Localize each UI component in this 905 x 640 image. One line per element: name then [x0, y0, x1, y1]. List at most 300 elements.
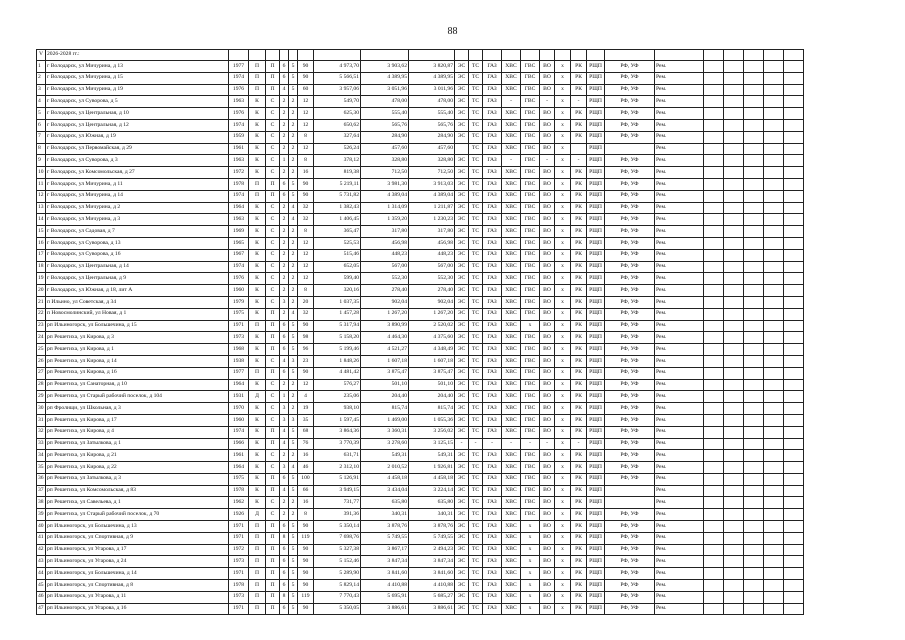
table-cell: Рем.	[655, 72, 704, 84]
table-cell: ГВС	[521, 237, 540, 249]
table-cell: РФ, УФ	[605, 84, 655, 96]
table-cell: 2	[280, 509, 289, 521]
table-cell: К	[249, 96, 266, 108]
table-cell: П	[266, 367, 280, 379]
table-cell: РК	[571, 544, 587, 556]
table-cell: ВО	[540, 119, 555, 131]
table-cell: 1 314,09	[361, 202, 409, 214]
table-cell: 391,36	[314, 509, 361, 521]
table-cell: 284,90	[361, 131, 409, 143]
table-row	[37, 131, 804, 143]
table-cell: 23	[298, 355, 314, 367]
table-cell: 2	[289, 155, 298, 167]
table-cell: РЩП	[587, 131, 605, 143]
table-cell: 90	[298, 72, 314, 84]
empty-cell	[744, 61, 764, 73]
table-cell: 4	[280, 426, 289, 438]
table-cell: РК	[571, 226, 587, 238]
table-cell: П	[266, 568, 280, 580]
table-cell: ЭС	[455, 119, 469, 131]
empty-cell	[744, 403, 764, 415]
table-cell: 1971	[229, 603, 249, 615]
table-cell: ХВС	[502, 426, 521, 438]
table-cell: ХВС	[502, 296, 521, 308]
empty-cell	[744, 355, 764, 367]
table-cell: РК	[571, 72, 587, 84]
table-cell: 8	[298, 226, 314, 238]
table-cell: Рем.	[655, 119, 704, 131]
table-cell: п Новосмолинский, ул Новая, д 1	[46, 308, 229, 320]
empty-cell	[724, 426, 744, 438]
table-cell: 2	[280, 214, 289, 226]
table-cell: 5	[289, 438, 298, 450]
table-cell: ГАЗ	[483, 332, 502, 344]
table-cell: РФ, УФ	[605, 249, 655, 261]
table-cell: ХВС	[502, 237, 521, 249]
empty-cell	[724, 580, 744, 592]
table-cell: Рем.	[655, 320, 704, 332]
table-cell: РЩП	[587, 568, 605, 580]
table-cell: 4	[280, 438, 289, 450]
empty-cell	[784, 473, 804, 485]
table-cell: ВО	[540, 261, 555, 273]
table-cell: 66	[298, 485, 314, 497]
table-cell: 12	[298, 108, 314, 120]
table-cell: 3 256,02	[409, 426, 455, 438]
table-cell: ЭС	[455, 273, 469, 285]
table-cell: ВО	[540, 190, 555, 202]
table-cell: ГАЗ	[483, 391, 502, 403]
table-cell: К	[249, 226, 266, 238]
table-row	[37, 414, 804, 426]
table-cell: 5	[289, 61, 298, 73]
table-cell: ВО	[540, 237, 555, 249]
table-cell: РЩП	[587, 190, 605, 202]
table-cell: 815,74	[361, 403, 409, 415]
table-cell: 2	[280, 131, 289, 143]
table-cell: РК	[571, 403, 587, 415]
table-cell: х	[555, 556, 571, 568]
table-cell: х	[555, 119, 571, 131]
table-cell: ЭС	[455, 84, 469, 96]
table-cell: 1 211,87	[409, 202, 455, 214]
table-cell: -	[540, 438, 555, 450]
empty-cell	[724, 155, 744, 167]
empty-cell	[784, 261, 804, 273]
table-cell: ВО	[540, 532, 555, 544]
empty-cell	[724, 450, 744, 462]
table-cell: Рем.	[655, 603, 704, 615]
table-cell: С	[266, 497, 280, 509]
table-cell: ЭС	[455, 509, 469, 521]
table-cell: 12	[298, 143, 314, 155]
table-cell: 2	[280, 249, 289, 261]
table-cell: ВО	[540, 426, 555, 438]
table-cell: ЭС	[455, 226, 469, 238]
table-cell: 8	[298, 131, 314, 143]
table-cell: ВО	[540, 379, 555, 391]
table-row	[37, 462, 804, 474]
table-cell: 96	[298, 344, 314, 356]
table-cell: рп Решетиха, ул Санаторная, д 10	[46, 379, 229, 391]
table-cell: ЭС	[455, 308, 469, 320]
table-cell: 38	[37, 497, 46, 509]
empty-cell	[724, 367, 744, 379]
table-cell: рп Ильиногорск, ул Угарова, д 17	[46, 544, 229, 556]
table-cell: ГАЗ	[483, 308, 502, 320]
table-cell: Рем.	[655, 403, 704, 415]
table-cell: РК	[571, 426, 587, 438]
table-cell: ГВС	[521, 296, 540, 308]
table-cell: -	[571, 438, 587, 450]
empty-cell	[744, 96, 764, 108]
table-cell: 5 152,46	[314, 556, 361, 568]
table-cell: Рем.	[655, 249, 704, 261]
empty-cell	[744, 509, 764, 521]
table-cell: х	[555, 190, 571, 202]
table-cell: П	[266, 72, 280, 84]
table-cell: 1968	[229, 344, 249, 356]
table-cell: 1960	[229, 414, 249, 426]
table-cell: 3 875,47	[409, 367, 455, 379]
table-cell: 6	[280, 72, 289, 84]
table-cell: РФ, УФ	[605, 226, 655, 238]
table-cell: 6	[37, 119, 46, 131]
table-cell: 3 820,87	[409, 61, 455, 73]
table-cell: рп Решетиха, ул Кирова, д 3	[46, 332, 229, 344]
table-cell: ТС	[469, 556, 483, 568]
table-cell: РЩП	[587, 261, 605, 273]
table-cell: ВО	[540, 296, 555, 308]
table-cell: 2	[280, 308, 289, 320]
table-cell: РФ, УФ	[605, 237, 655, 249]
table-cell: ХВС	[502, 509, 521, 521]
table-cell: 317,80	[409, 226, 455, 238]
empty-cell	[784, 108, 804, 120]
table-cell: 16	[37, 237, 46, 249]
table-cell: г Володарск, ул Мичурина, д 19	[46, 84, 229, 96]
table-cell: РЩП	[587, 308, 605, 320]
table-cell: 12	[37, 190, 46, 202]
table-cell: х	[555, 580, 571, 592]
empty-cell	[724, 438, 744, 450]
table-cell: 4	[289, 308, 298, 320]
table-cell: РК	[571, 249, 587, 261]
empty-cell	[704, 544, 724, 556]
table-cell: РК	[571, 580, 587, 592]
empty-cell	[784, 131, 804, 143]
table-cell: -	[521, 438, 540, 450]
table-cell: ГАЗ	[483, 273, 502, 285]
table-cell: 819,38	[314, 167, 361, 179]
empty-cell	[724, 296, 744, 308]
table-cell: 712,50	[409, 167, 455, 179]
table-cell: К	[249, 485, 266, 497]
empty-cell	[724, 202, 744, 214]
table-cell: 7	[37, 131, 46, 143]
table-cell: Рем.	[655, 96, 704, 108]
table-row	[37, 96, 804, 108]
table-cell: 12	[298, 96, 314, 108]
table-cell: 90	[298, 556, 314, 568]
empty-cell	[784, 532, 804, 544]
table-cell: ГАЗ	[483, 202, 502, 214]
table-cell: 549,31	[409, 450, 455, 462]
empty-cell	[764, 332, 784, 344]
table-cell: х	[555, 426, 571, 438]
table-cell: ВО	[540, 285, 555, 297]
table-cell: РЩП	[587, 273, 605, 285]
table-cell: С	[266, 108, 280, 120]
table-cell: 5	[289, 473, 298, 485]
table-cell: 652,05	[314, 261, 361, 273]
table-cell: ЭС	[455, 344, 469, 356]
table-cell: ГАЗ	[483, 296, 502, 308]
table-cell: ГВС	[521, 332, 540, 344]
empty-cell	[784, 556, 804, 568]
table-cell: 1931	[229, 391, 249, 403]
empty-cell	[744, 131, 764, 143]
table-cell: К	[249, 473, 266, 485]
table-cell: К	[249, 214, 266, 226]
empty-cell	[764, 521, 784, 533]
table-cell: С	[266, 273, 280, 285]
empty-cell	[744, 426, 764, 438]
table-cell: Рем.	[655, 450, 704, 462]
table-cell: -	[483, 438, 502, 450]
table-cell: 2	[280, 202, 289, 214]
table-cell: РК	[571, 167, 587, 179]
empty-cell	[764, 72, 784, 84]
table-cell: РК	[571, 497, 587, 509]
table-cell: 902,04	[361, 296, 409, 308]
table-cell: х	[555, 72, 571, 84]
table-cell: рп Решетиха, ул Кирова, д 21	[46, 450, 229, 462]
table-cell: ЭС	[455, 473, 469, 485]
empty-cell	[704, 226, 724, 238]
table-cell: Рем.	[655, 462, 704, 474]
table-cell: Рем.	[655, 285, 704, 297]
table-cell: 5	[289, 332, 298, 344]
table-cell: РК	[571, 190, 587, 202]
empty-cell	[704, 568, 724, 580]
table-cell: Рем.	[655, 261, 704, 273]
empty-cell	[704, 532, 724, 544]
table-cell: РФ, УФ	[605, 155, 655, 167]
empty-cell	[744, 544, 764, 556]
table-cell: ГВС	[521, 485, 540, 497]
empty-cell	[724, 509, 744, 521]
table-cell: 3 434,04	[361, 485, 409, 497]
empty-cell	[724, 473, 744, 485]
table-cell: х	[555, 273, 571, 285]
table-cell: ЭС	[455, 167, 469, 179]
table-cell: П	[266, 190, 280, 202]
table-cell: ГАЗ	[483, 190, 502, 202]
table-cell: 1969	[229, 226, 249, 238]
table-cell: 8	[298, 285, 314, 297]
table-cell: ВО	[540, 249, 555, 261]
table-cell: К	[249, 379, 266, 391]
table-cell: РК	[571, 532, 587, 544]
empty-cell	[724, 332, 744, 344]
table-cell: х	[555, 355, 571, 367]
table-cell: К	[249, 426, 266, 438]
table-cell: К	[249, 308, 266, 320]
empty-cell	[724, 96, 744, 108]
empty-cell	[704, 344, 724, 356]
table-cell: 25	[37, 344, 46, 356]
empty-cell	[724, 521, 744, 533]
table-cell: х	[555, 214, 571, 226]
table-cell: х	[555, 462, 571, 474]
table-cell: ЭС	[455, 450, 469, 462]
table-cell: Рем.	[655, 414, 704, 426]
table-cell: С	[266, 237, 280, 249]
table-cell: 2	[280, 450, 289, 462]
table-cell: 4 410,88	[361, 580, 409, 592]
table-cell: 32	[37, 426, 46, 438]
empty-cell	[784, 485, 804, 497]
table-cell: 5 749,55	[409, 532, 455, 544]
table-cell: П	[249, 84, 266, 96]
table-cell: 5	[289, 344, 298, 356]
empty-cell	[724, 190, 744, 202]
table-cell: ЭС	[455, 355, 469, 367]
table-cell: С	[266, 462, 280, 474]
table-cell: 3 847,34	[361, 556, 409, 568]
table-cell: х	[555, 226, 571, 238]
table-cell: 100	[298, 473, 314, 485]
table-cell: 2 494,23	[409, 544, 455, 556]
table-cell: ГВС	[521, 61, 540, 73]
table-cell: 8	[298, 509, 314, 521]
table-cell: РФ, УФ	[605, 308, 655, 320]
table-row	[37, 108, 804, 120]
empty-cell	[784, 143, 804, 155]
empty-cell	[764, 509, 784, 521]
table-cell: П	[266, 438, 280, 450]
empty-cell	[744, 497, 764, 509]
table-cell: ГВС	[521, 426, 540, 438]
table-cell: РК	[571, 131, 587, 143]
table-cell: 327,64	[314, 131, 361, 143]
table-cell: ГАЗ	[483, 509, 502, 521]
empty-cell	[704, 379, 724, 391]
table-cell: РК	[571, 450, 587, 462]
empty-cell	[784, 308, 804, 320]
table-cell: 4 410,88	[409, 580, 455, 592]
table-cell: 1964	[229, 379, 249, 391]
table-cell: г Володарск, ул Суворова, д 16	[46, 249, 229, 261]
empty-cell	[784, 214, 804, 226]
empty-cell	[704, 438, 724, 450]
table-cell: рп Ильиногорск, ул Большечина, д 15	[46, 320, 229, 332]
table-cell: г Володарск, ул Мичурина, д 2	[46, 202, 229, 214]
table-cell: 5	[289, 84, 298, 96]
table-cell: ТС	[469, 355, 483, 367]
empty-cell	[724, 591, 744, 603]
table-cell: П	[266, 320, 280, 332]
table-row	[37, 544, 804, 556]
table-cell: ГВС	[521, 167, 540, 179]
table-cell: ВО	[540, 367, 555, 379]
table-cell: 3 949,15	[314, 485, 361, 497]
table-cell: 328,80	[361, 155, 409, 167]
table-cell: 6	[280, 332, 289, 344]
table-cell: К	[249, 167, 266, 179]
table-cell: ГВС	[521, 72, 540, 84]
empty-cell	[704, 155, 724, 167]
table-cell: ВО	[540, 544, 555, 556]
table-cell: П	[266, 603, 280, 615]
table-cell: П	[266, 556, 280, 568]
table-cell: 5	[37, 108, 46, 120]
table-cell: 1976	[229, 273, 249, 285]
table-cell: 5	[289, 320, 298, 332]
table-cell: П	[249, 603, 266, 615]
table-cell: 567,00	[361, 261, 409, 273]
table-cell: 9	[37, 155, 46, 167]
table-cell: 1977	[229, 367, 249, 379]
empty-cell	[764, 568, 784, 580]
empty-cell	[704, 178, 724, 190]
page-number: 88	[447, 26, 458, 37]
table-cell: 32	[298, 214, 314, 226]
table-cell: РЩП	[587, 521, 605, 533]
table-cell: Рем.	[655, 178, 704, 190]
table-cell: 4 458,18	[361, 473, 409, 485]
table-cell: ВО	[540, 308, 555, 320]
table-cell: ЭС	[455, 497, 469, 509]
table-cell: РФ, УФ	[605, 379, 655, 391]
table-cell: ЭС	[455, 379, 469, 391]
empty-cell	[744, 556, 764, 568]
table-cell: РК	[571, 391, 587, 403]
table-cell: 1975	[229, 308, 249, 320]
table-cell: РЩП	[587, 119, 605, 131]
table-cell: 2	[289, 509, 298, 521]
empty-cell	[744, 462, 764, 474]
table-row	[37, 285, 804, 297]
table-cell: 284,90	[409, 131, 455, 143]
table-cell: С	[266, 143, 280, 155]
table-cell: 5 566,51	[314, 72, 361, 84]
table-cell: 3	[280, 296, 289, 308]
table-cell: 46	[37, 591, 46, 603]
table-cell: ГАЗ	[483, 84, 502, 96]
table-cell: ВО	[540, 214, 555, 226]
table-cell: 10	[37, 167, 46, 179]
table-cell: 635,80	[361, 497, 409, 509]
table-cell: ГВС	[521, 261, 540, 273]
table-cell: ТС	[469, 226, 483, 238]
table-cell: 5	[289, 532, 298, 544]
table-cell: 6	[280, 473, 289, 485]
table-cell: х	[555, 202, 571, 214]
table-cell: 712,50	[361, 167, 409, 179]
table-cell: ГАЗ	[483, 591, 502, 603]
table-cell: х	[555, 84, 571, 96]
table-cell: РЩП	[587, 61, 605, 73]
empty-cell	[784, 355, 804, 367]
table-cell	[605, 497, 655, 509]
table-cell: г Володарск, ул Мичурина, д 13	[46, 61, 229, 73]
table-cell: Рем.	[655, 568, 704, 580]
table-cell: РФ, УФ	[605, 273, 655, 285]
table-cell: 5	[289, 485, 298, 497]
table-cell: Рем.	[655, 273, 704, 285]
